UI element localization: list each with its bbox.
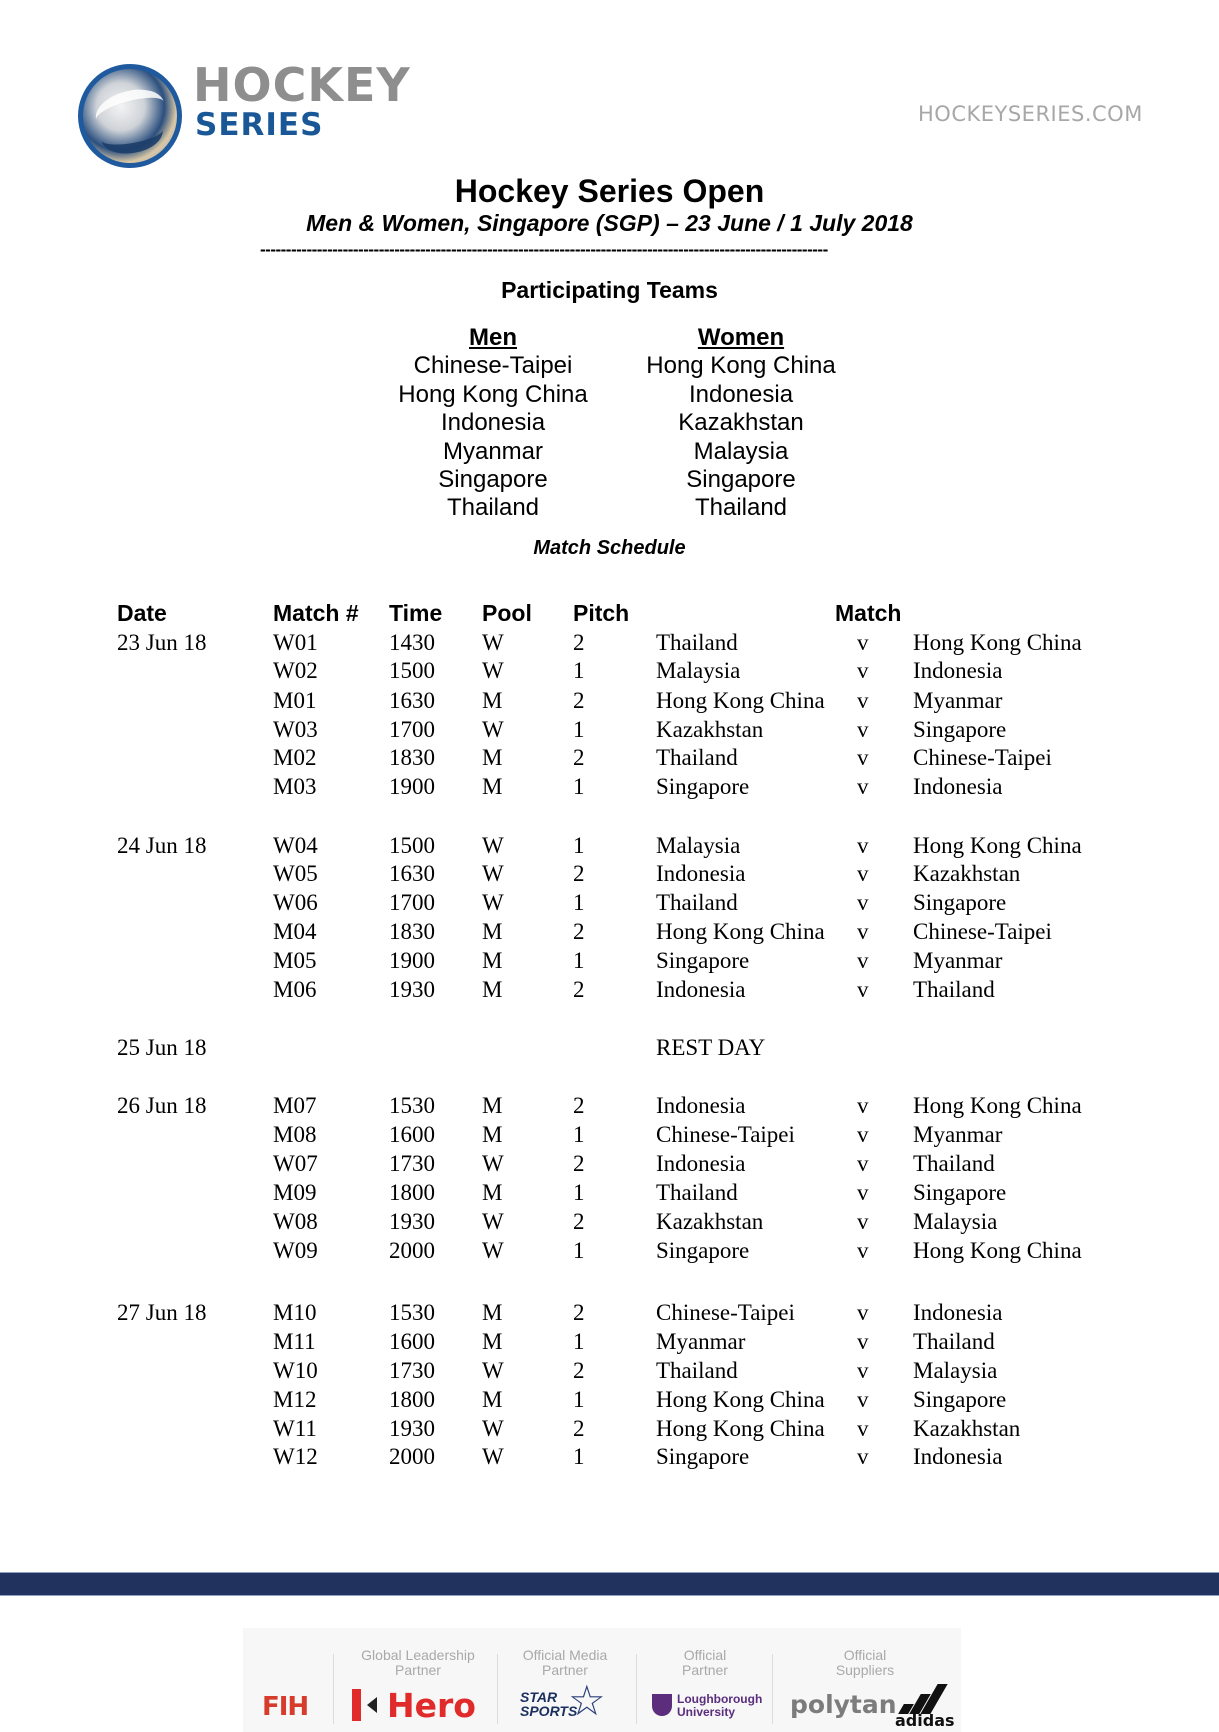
- pitch-cell: 2: [573, 1416, 585, 1441]
- pitch-cell: 1: [573, 1238, 585, 1263]
- pitch-cell: 1: [573, 833, 585, 858]
- time-cell: 1430: [389, 630, 435, 655]
- hero-logo-text: Hero: [387, 1686, 476, 1725]
- versus-cell: v: [857, 1300, 869, 1325]
- time-cell: 1730: [389, 1151, 435, 1176]
- table-row: [0, 1298, 1219, 1327]
- time-cell: 1630: [389, 688, 435, 713]
- versus-cell: v: [857, 1151, 869, 1176]
- loughborough-text: University: [677, 1705, 736, 1719]
- versus-cell: v: [857, 630, 869, 655]
- home-team-cell: Singapore: [656, 1238, 750, 1263]
- pool-cell: W: [482, 717, 504, 742]
- column-header-pool: Pool: [482, 600, 532, 626]
- pitch-cell: 2: [573, 977, 585, 1002]
- time-cell: 1800: [389, 1180, 435, 1205]
- away-team-cell: Myanmar: [913, 688, 1003, 713]
- away-team-cell: Thailand: [913, 977, 995, 1002]
- time-cell: 1730: [389, 1358, 435, 1383]
- women-header: Women: [697, 324, 785, 351]
- home-team-cell: Malaysia: [656, 833, 741, 858]
- pitch-cell: 1: [573, 774, 585, 799]
- women-teams-list: [611, 324, 871, 523]
- home-team-cell: Singapore: [656, 948, 750, 973]
- date-cell: 27 Jun 18: [117, 1300, 207, 1325]
- table-row: [0, 1120, 1219, 1149]
- table-row: [0, 859, 1219, 888]
- match-number-cell: W06: [273, 890, 318, 915]
- table-row: [0, 1356, 1219, 1385]
- home-team-cell: Thailand: [656, 1358, 738, 1383]
- sponsor-label-global-leadership: Global Leadership Partner: [361, 1647, 475, 1678]
- column-header-time: Time: [389, 600, 443, 626]
- versus-cell: v: [857, 717, 869, 742]
- time-cell: 1500: [389, 833, 435, 858]
- match-number-cell: M04: [273, 919, 317, 944]
- pool-cell: W: [482, 890, 504, 915]
- away-team-cell: Singapore: [913, 717, 1007, 742]
- home-team-cell: Chinese-Taipei: [656, 1122, 795, 1147]
- match-number-cell: W05: [273, 861, 318, 886]
- versus-cell: v: [857, 688, 869, 713]
- table-row: [0, 1414, 1219, 1443]
- column-header-match: Match: [835, 600, 902, 626]
- table-row: [0, 1236, 1219, 1265]
- pool-cell: M: [482, 1329, 503, 1354]
- versus-cell: v: [857, 1209, 869, 1234]
- pool-cell: W: [482, 1209, 504, 1234]
- time-cell: 1530: [389, 1300, 435, 1325]
- fih-logo-text: FIH: [262, 1692, 309, 1722]
- versus-cell: v: [857, 1387, 869, 1412]
- away-team-cell: Hong Kong China: [913, 1093, 1082, 1118]
- home-team-cell: Indonesia: [656, 977, 746, 1002]
- column-header-pitch: Pitch: [573, 600, 630, 626]
- pitch-cell: 2: [573, 1151, 585, 1176]
- home-team-cell: Indonesia: [656, 1093, 746, 1118]
- home-team-cell: Malaysia: [656, 658, 741, 683]
- time-cell: 1830: [389, 745, 435, 770]
- date-cell: 25 Jun 18: [117, 1035, 207, 1060]
- time-cell: 1900: [389, 948, 435, 973]
- match-number-cell: W12: [273, 1444, 318, 1469]
- pitch-cell: 1: [573, 1180, 585, 1205]
- table-row: [0, 656, 1219, 685]
- table-row: [0, 1207, 1219, 1236]
- time-cell: 1500: [389, 658, 435, 683]
- away-team-cell: Hong Kong China: [913, 630, 1082, 655]
- team-item: Kazakhstan: [678, 409, 804, 437]
- pitch-cell: 1: [573, 1444, 585, 1469]
- polytan-logo: polytan: [790, 1690, 897, 1719]
- away-team-cell: Malaysia: [913, 1358, 998, 1383]
- pool-cell: W: [482, 1444, 504, 1469]
- document-subtitle: Men & Women, Singapore (SGP) – 23 June / 1 July 2018: [306, 210, 913, 236]
- pitch-cell: 1: [573, 717, 585, 742]
- versus-cell: v: [857, 1180, 869, 1205]
- match-number-cell: W07: [273, 1151, 318, 1176]
- sponsor-divider: [772, 1654, 773, 1724]
- match-schedule-title: Match Schedule: [533, 537, 686, 559]
- versus-cell: v: [857, 774, 869, 799]
- team-item: Hong Kong China: [646, 352, 836, 380]
- away-team-cell: Indonesia: [913, 1444, 1003, 1469]
- sponsor-label-official-suppliers: Official Suppliers: [835, 1647, 895, 1678]
- team-item: Malaysia: [693, 437, 789, 465]
- away-team-cell: Myanmar: [913, 1122, 1003, 1147]
- pool-cell: W: [482, 1416, 504, 1441]
- away-team-cell: Malaysia: [913, 1209, 998, 1234]
- pool-cell: W: [482, 1238, 504, 1263]
- time-cell: 2000: [389, 1238, 435, 1263]
- star-sports-text: STAR: [520, 1689, 558, 1705]
- match-number-cell: W03: [273, 717, 318, 742]
- away-team-cell: Indonesia: [913, 774, 1003, 799]
- away-team-cell: Singapore: [913, 1387, 1007, 1412]
- home-team-cell: Myanmar: [656, 1329, 746, 1354]
- fih-logo: [262, 1692, 308, 1722]
- pool-cell: M: [482, 977, 503, 1002]
- time-cell: 1600: [389, 1122, 435, 1147]
- match-number-cell: M09: [273, 1180, 317, 1205]
- time-cell: 1930: [389, 977, 435, 1002]
- pitch-cell: 2: [573, 630, 585, 655]
- home-team-cell: REST DAY: [656, 1035, 766, 1060]
- footer-bar: [0, 1572, 1219, 1596]
- team-item: Indonesia: [440, 409, 546, 437]
- home-team-cell: Hong Kong China: [656, 919, 825, 944]
- home-team-cell: Indonesia: [656, 1151, 746, 1176]
- pitch-cell: 2: [573, 688, 585, 713]
- table-row: [0, 628, 1219, 657]
- participating-teams-title: Participating Teams: [501, 277, 718, 303]
- away-team-cell: Chinese-Taipei: [913, 919, 1052, 944]
- home-team-cell: Hong Kong China: [656, 1387, 825, 1412]
- pitch-cell: 2: [573, 861, 585, 886]
- pool-cell: M: [482, 1180, 503, 1205]
- away-team-cell: Indonesia: [913, 1300, 1003, 1325]
- pitch-cell: 1: [573, 1329, 585, 1354]
- pool-cell: M: [482, 1122, 503, 1147]
- men-header: Men: [469, 324, 517, 351]
- table-row: [0, 1149, 1219, 1178]
- team-item: Indonesia: [688, 380, 794, 408]
- website-url: HOCKEYSERIES.COM: [918, 102, 1143, 126]
- team-item: Thailand: [446, 494, 540, 522]
- document-title: Hockey Series Open: [454, 173, 765, 209]
- versus-cell: v: [857, 1444, 869, 1469]
- home-team-cell: Thailand: [656, 745, 738, 770]
- column-header-date: Date: [117, 600, 167, 626]
- men-teams-list: [363, 324, 623, 523]
- separator-line: --------------------------------------------------------------------------------------------------------------: [260, 240, 828, 259]
- pitch-cell: 2: [573, 1209, 585, 1234]
- pool-cell: W: [482, 630, 504, 655]
- pitch-cell: 2: [573, 745, 585, 770]
- sponsor-divider: [636, 1654, 637, 1724]
- hero-mark-icon: [352, 1689, 361, 1721]
- away-team-cell: Thailand: [913, 1151, 995, 1176]
- star-sports-text: SPORTS: [520, 1703, 578, 1719]
- team-item: Singapore: [686, 466, 796, 494]
- home-team-cell: Hong Kong China: [656, 688, 825, 713]
- match-number-cell: W04: [273, 833, 318, 858]
- table-row: [0, 1091, 1219, 1120]
- pitch-cell: 1: [573, 1122, 585, 1147]
- pitch-cell: 2: [573, 1300, 585, 1325]
- team-item: Singapore: [438, 466, 548, 494]
- versus-cell: v: [857, 1416, 869, 1441]
- time-cell: 1630: [389, 861, 435, 886]
- pool-cell: W: [482, 833, 504, 858]
- away-team-cell: Hong Kong China: [913, 1238, 1082, 1263]
- match-number-cell: W02: [273, 658, 318, 683]
- table-row: [0, 772, 1219, 801]
- versus-cell: v: [857, 1329, 869, 1354]
- team-item: Thailand: [694, 494, 788, 522]
- sponsor-label-official-partner: Official Partner: [682, 1647, 728, 1678]
- home-team-cell: Hong Kong China: [656, 1416, 825, 1441]
- away-team-cell: Indonesia: [913, 658, 1003, 683]
- table-row: [0, 715, 1219, 744]
- versus-cell: v: [857, 833, 869, 858]
- time-cell: 1900: [389, 774, 435, 799]
- home-team-cell: Kazakhstan: [656, 717, 764, 742]
- pitch-cell: 1: [573, 948, 585, 973]
- versus-cell: v: [857, 1358, 869, 1383]
- logo-wordmark-series: SERIES: [195, 107, 324, 143]
- table-row: [0, 1327, 1219, 1356]
- match-number-cell: M06: [273, 977, 317, 1002]
- match-number-cell: M03: [273, 774, 317, 799]
- away-team-cell: Chinese-Taipei: [913, 745, 1052, 770]
- pool-cell: M: [482, 1387, 503, 1412]
- loughborough-text: Loughborough: [677, 1692, 763, 1706]
- table-row: [0, 975, 1219, 1004]
- table-row: [0, 888, 1219, 917]
- match-number-cell: W10: [273, 1358, 318, 1383]
- match-number-cell: W11: [273, 1416, 317, 1441]
- table-row: [0, 1385, 1219, 1414]
- match-number-cell: M12: [273, 1387, 317, 1412]
- match-number-cell: M07: [273, 1093, 317, 1118]
- team-item: Chinese-Taipei: [413, 352, 573, 380]
- table-row: [0, 831, 1219, 860]
- hockey-series-globe-logo: [78, 64, 182, 168]
- away-team-cell: Singapore: [913, 1180, 1007, 1205]
- time-cell: 1700: [389, 717, 435, 742]
- versus-cell: v: [857, 861, 869, 886]
- sponsor-divider: [333, 1654, 334, 1724]
- table-row: [0, 686, 1219, 715]
- pool-cell: W: [482, 658, 504, 683]
- star-icon: ☆: [568, 1677, 606, 1724]
- home-team-cell: Singapore: [656, 774, 750, 799]
- table-row: [0, 946, 1219, 975]
- away-team-cell: Hong Kong China: [913, 833, 1082, 858]
- pool-cell: W: [482, 861, 504, 886]
- versus-cell: v: [857, 890, 869, 915]
- hero-arrow-icon: [367, 1697, 377, 1713]
- match-number-cell: M11: [273, 1329, 316, 1354]
- pitch-cell: 1: [573, 658, 585, 683]
- adidas-logo: [893, 1680, 953, 1730]
- team-item: Hong Kong China: [398, 380, 588, 408]
- time-cell: 1830: [389, 919, 435, 944]
- time-cell: 1600: [389, 1329, 435, 1354]
- versus-cell: v: [857, 1238, 869, 1263]
- pool-cell: M: [482, 745, 503, 770]
- sponsor-label-media-partner: Official Media Partner: [522, 1647, 608, 1678]
- away-team-cell: Kazakhstan: [913, 1416, 1021, 1441]
- team-item: Myanmar: [442, 437, 544, 465]
- pool-cell: M: [482, 919, 503, 944]
- pool-cell: W: [482, 1358, 504, 1383]
- home-team-cell: Kazakhstan: [656, 1209, 764, 1234]
- date-cell: 23 Jun 18: [117, 630, 207, 655]
- away-team-cell: Kazakhstan: [913, 861, 1021, 886]
- versus-cell: v: [857, 745, 869, 770]
- versus-cell: v: [857, 977, 869, 1002]
- home-team-cell: Indonesia: [656, 861, 746, 886]
- pitch-cell: 1: [573, 1387, 585, 1412]
- pool-cell: M: [482, 1300, 503, 1325]
- column-header-match-number: Match #: [273, 600, 359, 626]
- time-cell: 1930: [389, 1416, 435, 1441]
- versus-cell: v: [857, 948, 869, 973]
- versus-cell: v: [857, 1122, 869, 1147]
- date-cell: 26 Jun 18: [117, 1093, 207, 1118]
- versus-cell: v: [857, 658, 869, 683]
- match-number-cell: M05: [273, 948, 317, 973]
- home-team-cell: Chinese-Taipei: [656, 1300, 795, 1325]
- shield-icon: [652, 1694, 672, 1716]
- table-row: [0, 1178, 1219, 1207]
- away-team-cell: Thailand: [913, 1329, 995, 1354]
- pool-cell: W: [482, 1151, 504, 1176]
- table-row: [0, 917, 1219, 946]
- pitch-cell: 2: [573, 919, 585, 944]
- star-sports-logo: [520, 1677, 606, 1724]
- home-team-cell: Thailand: [656, 1180, 738, 1205]
- match-number-cell: M08: [273, 1122, 317, 1147]
- table-row: [0, 743, 1219, 772]
- adidas-text: adidas: [895, 1711, 955, 1730]
- time-cell: 1800: [389, 1387, 435, 1412]
- pitch-cell: 2: [573, 1358, 585, 1383]
- pitch-cell: 1: [573, 890, 585, 915]
- time-cell: 2000: [389, 1444, 435, 1469]
- home-team-cell: Thailand: [656, 630, 738, 655]
- match-number-cell: W01: [273, 630, 318, 655]
- away-team-cell: Singapore: [913, 890, 1007, 915]
- home-team-cell: Singapore: [656, 1444, 750, 1469]
- pool-cell: M: [482, 1093, 503, 1118]
- away-team-cell: Myanmar: [913, 948, 1003, 973]
- logo-wordmark-hockey: HOCKEY: [193, 58, 411, 112]
- table-row: [0, 1442, 1219, 1471]
- pool-cell: M: [482, 774, 503, 799]
- pool-cell: M: [482, 688, 503, 713]
- time-cell: 1930: [389, 1209, 435, 1234]
- table-row: [0, 1033, 1219, 1062]
- date-cell: 24 Jun 18: [117, 833, 207, 858]
- match-number-cell: M02: [273, 745, 317, 770]
- versus-cell: v: [857, 1093, 869, 1118]
- time-cell: 1700: [389, 890, 435, 915]
- home-team-cell: Thailand: [656, 890, 738, 915]
- hero-logo: [352, 1686, 476, 1725]
- versus-cell: v: [857, 919, 869, 944]
- time-cell: 1530: [389, 1093, 435, 1118]
- match-number-cell: W08: [273, 1209, 318, 1234]
- match-number-cell: W09: [273, 1238, 318, 1263]
- match-number-cell: M01: [273, 688, 317, 713]
- pitch-cell: 2: [573, 1093, 585, 1118]
- pool-cell: M: [482, 948, 503, 973]
- match-number-cell: M10: [273, 1300, 317, 1325]
